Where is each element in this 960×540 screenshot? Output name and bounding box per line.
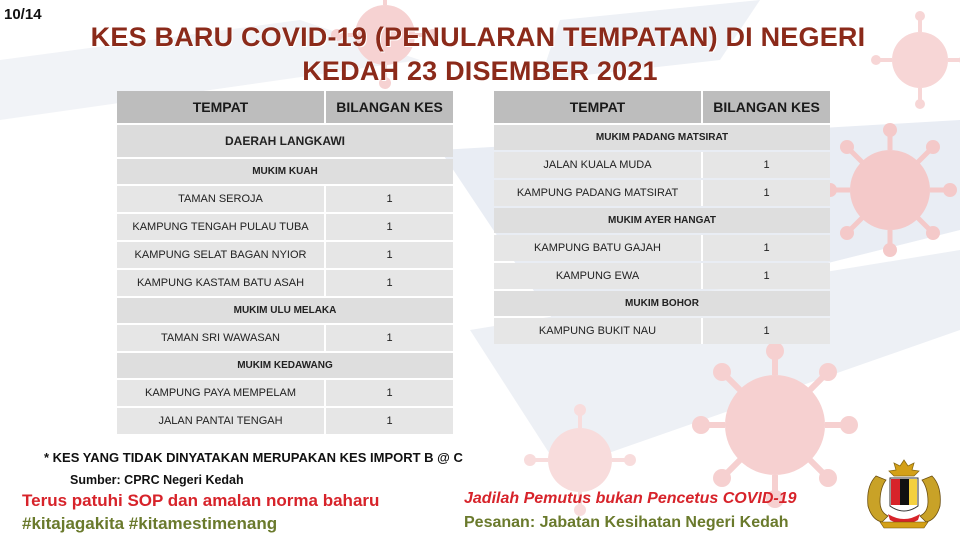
- header-bilangan-kes: BILANGAN KES: [701, 91, 830, 123]
- count-cell: 1: [701, 235, 830, 261]
- count-cell: 1: [324, 242, 453, 268]
- table-row: [494, 152, 830, 178]
- table-row: [117, 270, 453, 296]
- mukim-label: MUKIM KEDAWANG: [117, 353, 453, 378]
- table-row: [117, 325, 453, 351]
- count-cell: 1: [701, 263, 830, 289]
- page-number: 10/14: [4, 6, 42, 23]
- sop-reminder: Terus patuhi SOP dan amalan norma baharu: [22, 491, 380, 510]
- mukim-label: MUKIM KUAH: [117, 159, 453, 184]
- page-title-date: KEDAH 23 DISEMBER 2021: [302, 56, 658, 86]
- slogan-text: Jadilah Pemutus bukan Pencetus COVID-19: [464, 490, 797, 507]
- kedah-crest-icon: [858, 456, 950, 532]
- table-row: [117, 408, 453, 434]
- daerah-label: DAERAH LANGKAWI: [117, 125, 453, 157]
- mukim-row: [117, 159, 453, 184]
- mukim-row: [494, 125, 830, 150]
- table-row: [494, 263, 830, 289]
- table-row: [494, 180, 830, 206]
- table-row: [117, 186, 453, 212]
- header-tempat: TEMPAT: [117, 91, 324, 123]
- mukim-label: MUKIM PADANG MATSIRAT: [494, 125, 830, 150]
- header-tempat: TEMPAT: [494, 91, 701, 123]
- table-row: [117, 380, 453, 406]
- right-cases-table: [494, 89, 830, 346]
- place-cell: KAMPUNG PAYA MEMPELAM: [117, 380, 324, 406]
- count-cell: 1: [324, 186, 453, 212]
- message-source: Pesanan: Jabatan Kesihatan Negeri Kedah: [464, 514, 789, 531]
- place-cell: KAMPUNG SELAT BAGAN NYIOR: [117, 242, 324, 268]
- daerah-row: [117, 125, 453, 157]
- place-cell: JALAN KUALA MUDA: [494, 152, 701, 178]
- place-cell: KAMPUNG PADANG MATSIRAT: [494, 180, 701, 206]
- mukim-row: [117, 298, 453, 323]
- source-text: Sumber: CPRC Negeri Kedah: [70, 473, 244, 487]
- mukim-label: MUKIM BOHOR: [494, 291, 830, 316]
- count-cell: 1: [701, 318, 830, 344]
- place-cell: KAMPUNG BATU GAJAH: [494, 235, 701, 261]
- header-bilangan-kes: BILANGAN KES: [324, 91, 453, 123]
- table-row: [494, 235, 830, 261]
- virus-icon: [820, 120, 960, 260]
- place-cell: KAMPUNG BUKIT NAU: [494, 318, 701, 344]
- place-cell: KAMPUNG TENGAH PULAU TUBA: [117, 214, 324, 240]
- mukim-label: MUKIM ULU MELAKA: [117, 298, 453, 323]
- table-row: [117, 214, 453, 240]
- left-cases-table: [117, 89, 453, 436]
- count-cell: 1: [701, 180, 830, 206]
- count-cell: 1: [324, 380, 453, 406]
- table-header-row: [117, 91, 453, 123]
- place-cell: KAMPUNG KASTAM BATU ASAH: [117, 270, 324, 296]
- virus-icon: [690, 340, 860, 510]
- place-cell: TAMAN SRI WAWASAN: [117, 325, 324, 351]
- place-cell: KAMPUNG EWA: [494, 263, 701, 289]
- count-cell: 1: [701, 152, 830, 178]
- page-title: KES BARU COVID-19 (PENULARAN TEMPATAN) DI NEGERI: [90, 22, 866, 52]
- table-row: [117, 242, 453, 268]
- mukim-row: [117, 353, 453, 378]
- count-cell: 1: [324, 408, 453, 434]
- count-cell: 1: [324, 214, 453, 240]
- count-cell: 1: [324, 270, 453, 296]
- table-row: [494, 318, 830, 344]
- count-cell: 1: [324, 325, 453, 351]
- table-header-row: [494, 91, 830, 123]
- mukim-row: [494, 291, 830, 316]
- place-cell: TAMAN SEROJA: [117, 186, 324, 212]
- mukim-label: MUKIM AYER HANGAT: [494, 208, 830, 233]
- import-case-note: * KES YANG TIDAK DINYATAKAN MERUPAKAN KES IMPORT B @ C: [44, 450, 463, 465]
- mukim-row: [494, 208, 830, 233]
- hashtags: #kitajagakita #kitamestimenang: [22, 514, 278, 533]
- place-cell: JALAN PANTAI TENGAH: [117, 408, 324, 434]
